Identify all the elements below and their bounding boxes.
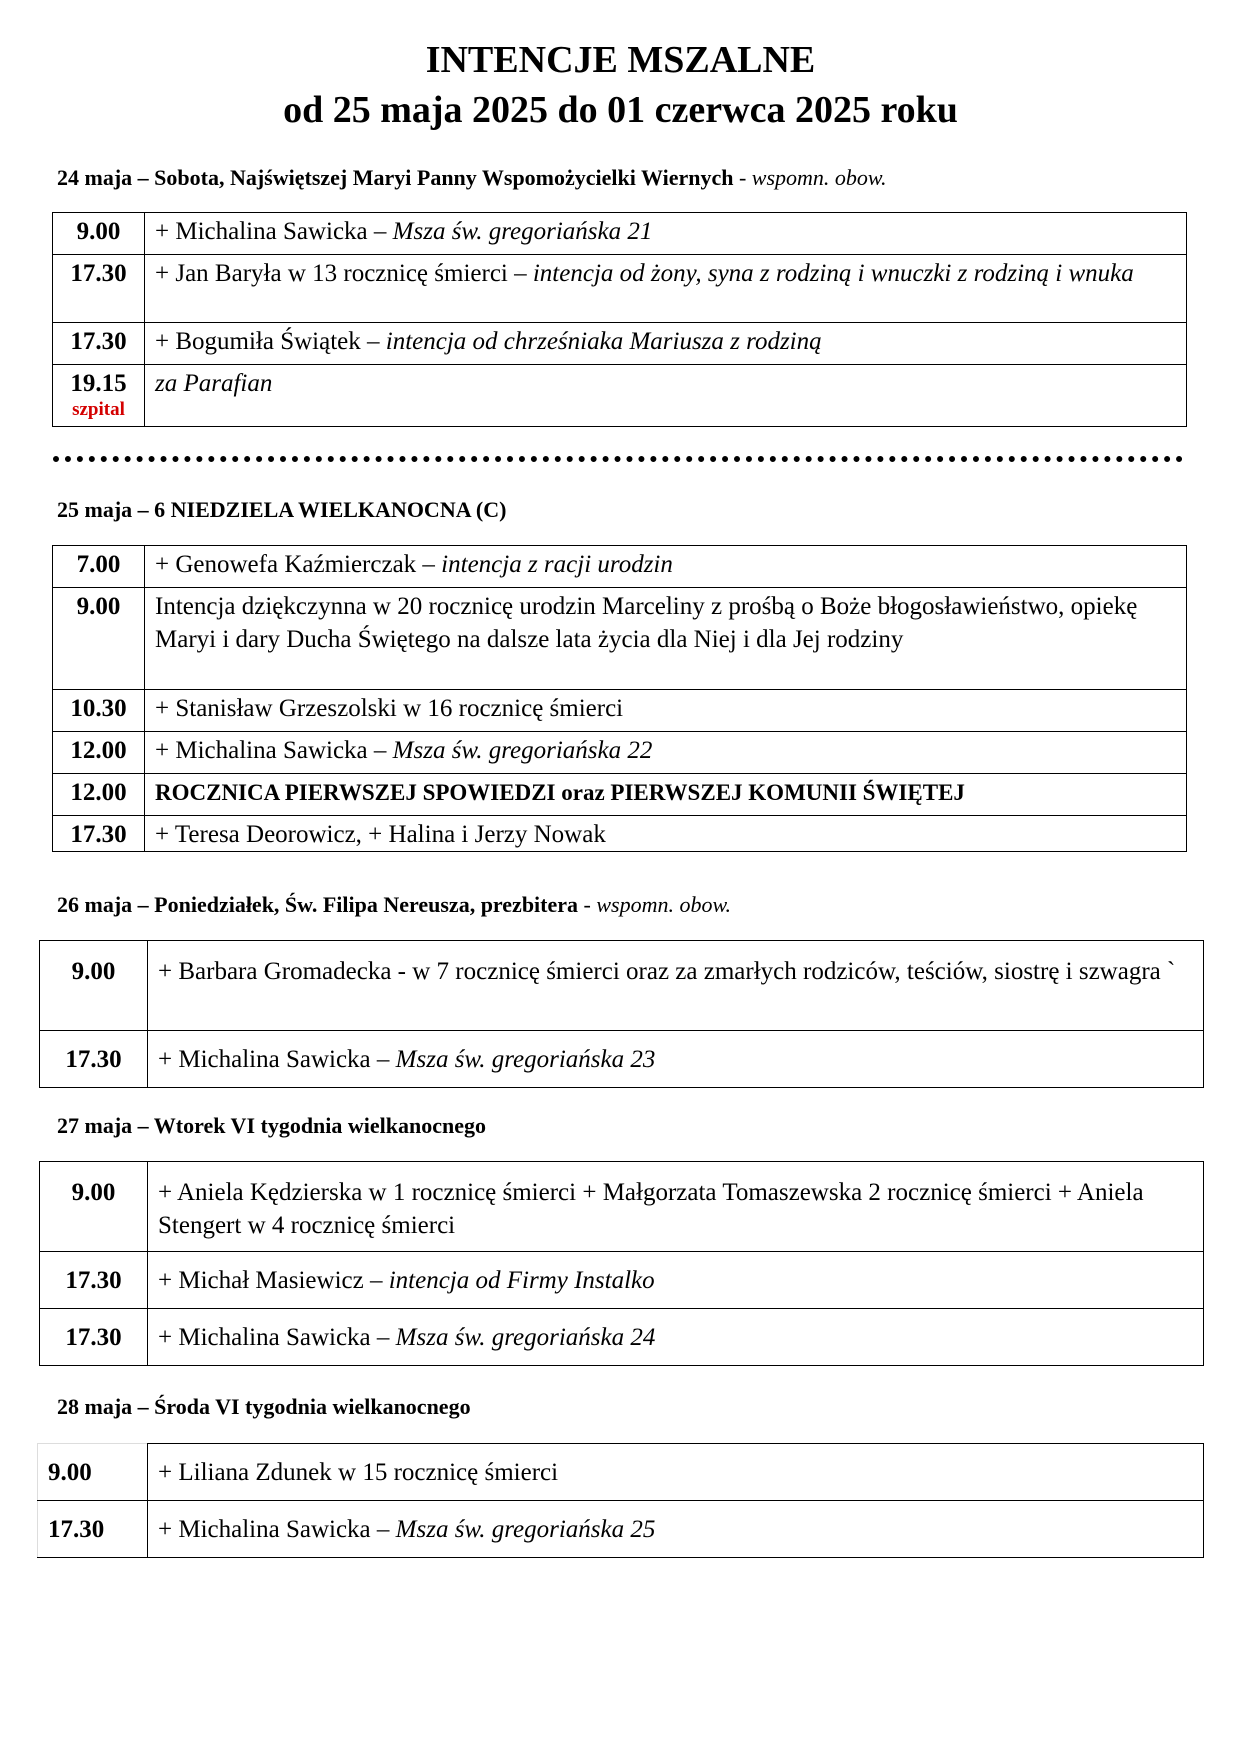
mass-intention [148,1252,1204,1309]
mass-table [52,212,1187,427]
mass-intention: + Stanisław Grzeszolski w 16 rocznicę śmierci [145,690,1187,732]
intention-note: Msza św. gregoriańska 23 [395,1046,656,1073]
intention-text: + Michalina Sawicka – [158,1515,390,1543]
intention-note: Msza św. gregoriańska 22 [392,737,653,764]
page-subtitle: od 25 maja 2025 do 01 czerwca 2025 roku [283,89,958,131]
mass-intention [145,365,1187,427]
mass-time [53,365,145,427]
mass-time: 17.30 [53,255,145,323]
day-title: 28 maja – Środa VI tygodnia wielkanocnego [57,1394,471,1419]
mass-intention: + Aniela Kędzierska w 1 rocznicę śmierci + Małgorzata Tomaszewska 2 rocznicę śmierci + Aniela Stengert w 4 rocznicę śmierci [148,1162,1204,1252]
table-row [53,774,1187,816]
mass-time: 9.00 [40,941,148,1031]
mass-time: 9.00 [40,1162,148,1252]
table-row [53,323,1187,365]
mass-time: 9.00 [53,588,145,690]
mass-intention [148,1501,1204,1558]
mass-time: 10.30 [53,690,145,732]
mass-time: 17.30 [40,1252,148,1309]
mass-intention [145,546,1187,588]
mass-time: 17.30 [38,1501,148,1558]
mass-time: 17.30 [53,323,145,365]
mass-intention [145,323,1187,365]
mass-intention [145,732,1187,774]
day-heading [57,497,506,523]
mass-time: 17.30 [40,1309,148,1366]
intention-note: Msza św. gregoriańska 21 [392,218,653,245]
day-heading [57,165,886,191]
day-heading [57,1394,471,1420]
table-row [40,1252,1204,1309]
day-heading [57,1113,486,1139]
mass-time: 17.30 [40,1031,148,1088]
table-row [40,1162,1204,1252]
day-title: 27 maja – Wtorek VI tygodnia wielkanocnego [57,1113,487,1138]
mass-intention: + Barbara Gromadecka - w 7 rocznicę śmierci oraz za zmarłych rodziców, teściów, siostrę i szwagra ` [148,941,1204,1031]
mass-intention: ROCZNICA PIERWSZEJ SPOWIEDZI oraz PIERWSZEJ KOMUNII ŚWIĘTEJ [145,774,1187,816]
table-row [53,588,1187,690]
day-rank: - wspomn. obow. [738,165,887,190]
intention-note: Msza św. gregoriańska 25 [395,1515,656,1543]
mass-time: 12.00 [53,774,145,816]
day-title: 26 maja – Poniedziałek, Św. Filipa Nereusza, prezbitera [57,892,579,917]
intention-note: intencja od Firmy Instalko [388,1267,655,1294]
mass-table [39,1161,1204,1366]
day-title: 24 maja – Sobota, Najświętszej Maryi Panny Wspomożycielki Wiernych [57,165,734,190]
mass-time: 7.00 [53,546,145,588]
mass-table [37,1443,1204,1558]
intention-note: Msza św. gregoriańska 24 [395,1324,656,1351]
table-row [53,816,1187,852]
dotted-separator [53,456,1183,462]
table-row [40,941,1204,1031]
mass-table [52,545,1187,852]
intention-note: intencja z racji urodzin [441,551,673,578]
mass-intention [148,1309,1204,1366]
table-row [53,213,1187,255]
intention-note: intencja od chrześniaka Mariusza z rodziną [385,328,822,355]
table-row [38,1444,1204,1501]
table-row [53,255,1187,323]
mass-table [39,940,1204,1088]
mass-intention: + Teresa Deorowicz, + Halina i Jerzy Nowak [145,816,1187,852]
mass-intention: + Liliana Zdunek w 15 rocznicę śmierci [148,1444,1204,1501]
table-row [53,690,1187,732]
intention-text: + Michalina Sawicka – [155,218,387,245]
mass-time: 9.00 [38,1444,148,1501]
table-row [38,1501,1204,1558]
intention-text: + Michał Masiewicz – [158,1267,383,1294]
table-row [40,1309,1204,1366]
place-label: szpital [72,399,125,420]
mass-intention [148,1031,1204,1088]
page-title: INTENCJE MSZALNE [425,39,816,81]
time-value: 19.15 [70,370,127,397]
mass-time: 12.00 [53,732,145,774]
intention-text: + Michalina Sawicka – [155,737,387,764]
intention-note: intencja od żony, syna z rodziną i wnuczki z rodziną i wnuka [532,260,1134,287]
mass-time: 17.30 [53,816,145,852]
mass-intention [145,213,1187,255]
intention-text: + Michalina Sawicka – [158,1324,390,1351]
day-title: 25 maja – 6 NIEDZIELA WIELKANOCNA (C) [57,497,507,522]
table-row [40,1031,1204,1088]
intention-note: za Parafian [155,370,273,397]
intention-text: + Bogumiła Świątek – [155,328,380,355]
mass-intention [145,255,1187,323]
mass-time: 9.00 [53,213,145,255]
day-heading [57,892,731,918]
mass-intention: Intencja dziękczynna w 20 rocznicę urodzin Marceliny z prośbą o Boże błogosławieństwo, opiekę Maryi i dary Ducha Świętego na dalsze lata życia dla Niej i dla Jej rodziny [145,588,1187,690]
table-row [53,732,1187,774]
intention-text: + Jan Baryła w 13 rocznicę śmierci – [155,260,527,287]
table-row [53,365,1187,427]
day-rank: - wspomn. obow. [583,892,732,917]
table-row [53,546,1187,588]
intention-text: + Michalina Sawicka – [158,1046,390,1073]
intention-text: + Genowefa Kaźmierczak – [155,551,435,578]
